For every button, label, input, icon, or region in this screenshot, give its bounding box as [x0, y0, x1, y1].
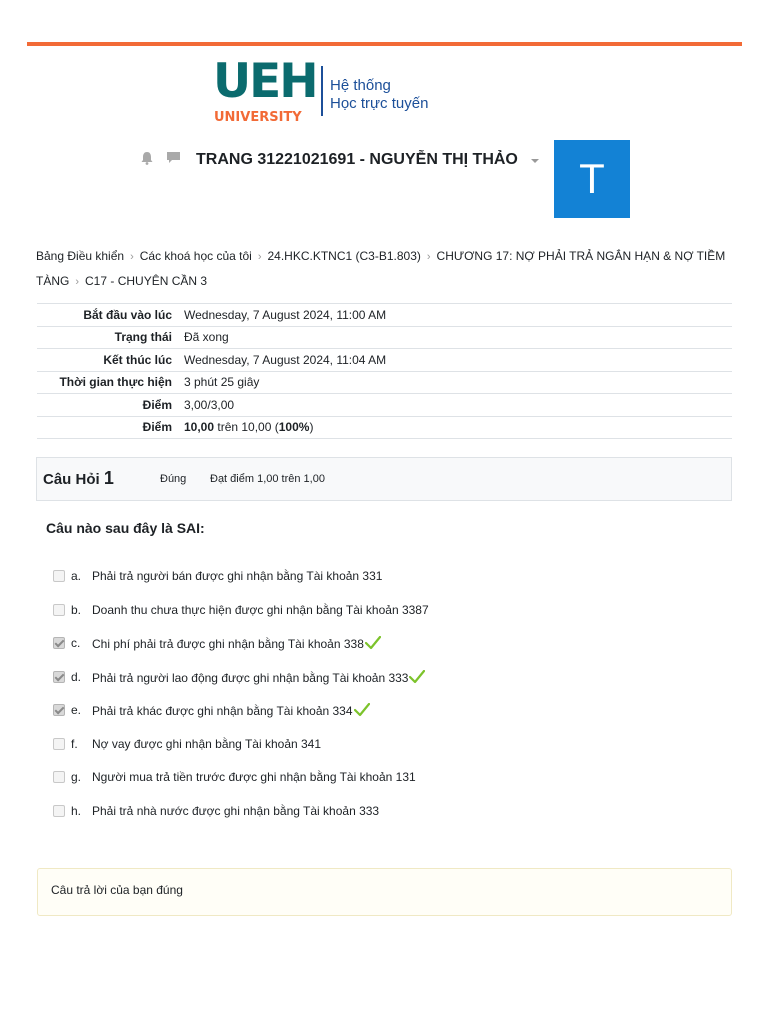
grade-out-of: trên 10,00 (: [214, 420, 279, 435]
breadcrumb-my-courses[interactable]: Các khoá học của tôi: [139, 249, 252, 263]
marks-value: 3,00/3,00: [184, 397, 235, 412]
grade-label: Điểm: [142, 420, 172, 435]
logo-line2: Học trực tuyến: [330, 95, 429, 112]
grade-value: [178, 416, 732, 439]
question-number: [43, 468, 114, 489]
answer-checkbox[interactable]: [53, 671, 65, 683]
answer-letter: d.: [71, 669, 82, 684]
answer-text-wrap: [92, 636, 381, 651]
correct-check-icon: [354, 703, 370, 717]
started-label: Bắt đầu vào lúc: [83, 307, 172, 322]
time-taken-label: Thời gian thực hiện: [59, 375, 172, 390]
time-taken-value: 3 phút 25 giây: [184, 375, 260, 390]
answer-text: Phải trả nhà nước được ghi nhận bằng Tài khoản 333: [92, 803, 380, 818]
marks-label: Điểm: [142, 397, 172, 412]
summary-row-state: [37, 326, 732, 349]
answer-text: Phải trả người lao động được ghi nhận bằng Tài khoản 333: [92, 670, 409, 685]
breadcrumb-dashboard[interactable]: Bảng Điều khiển: [36, 249, 125, 263]
answer-option[interactable]: [53, 600, 653, 634]
breadcrumb-quiz[interactable]: C17 - CHUYÊN CẦN 3: [85, 274, 208, 288]
chevron-right-icon: ›: [257, 251, 262, 263]
question-grade: Đạt điểm 1,00 trên 1,00: [210, 473, 325, 485]
answer-option[interactable]: [53, 700, 653, 734]
answer-text-wrap: [92, 804, 379, 818]
top-accent-bar: [27, 42, 742, 46]
answer-checkbox[interactable]: [53, 570, 65, 582]
answer-text-wrap: [92, 569, 382, 583]
correct-check-icon: [409, 670, 425, 684]
answer-text-wrap: [92, 703, 370, 718]
answer-checkbox[interactable]: [53, 738, 65, 750]
completed-label: Kết thúc lúc: [103, 352, 172, 367]
notification-bell-icon[interactable]: [140, 151, 154, 165]
answer-letter: c.: [71, 636, 81, 650]
logo-university-text: UNIVERSITY: [214, 110, 302, 125]
summary-row-completed: [37, 349, 732, 372]
answer-letter: g.: [71, 770, 82, 784]
breadcrumb: [36, 244, 736, 294]
breadcrumb-chapter[interactable]: CHƯƠNG 17: NỢ PHẢI TRẢ NGẮN HẠN & NỢ TIỀM TÀNG: [36, 249, 726, 288]
breadcrumb-course[interactable]: 24.HKC.KTNC1 (C3-B1.803): [267, 249, 421, 263]
answer-text: Nợ vay được ghi nhận bằng Tài khoản 341: [92, 736, 322, 751]
chevron-right-icon: ›: [75, 276, 80, 288]
answer-text-wrap: [92, 737, 321, 751]
messages-icon[interactable]: [166, 151, 181, 165]
grade-percent: 100%: [278, 420, 310, 435]
question-label: Câu Hỏi: [43, 471, 100, 488]
answer-checkbox[interactable]: [53, 704, 65, 716]
summary-row-started: [37, 304, 732, 327]
answer-text-wrap: [92, 770, 416, 784]
grade-score: 10,00: [184, 420, 215, 435]
answer-option[interactable]: [53, 767, 653, 801]
answer-option[interactable]: [53, 801, 653, 835]
feedback-box: [37, 868, 732, 916]
answer-letter: f.: [71, 736, 78, 751]
answer-option[interactable]: [53, 633, 653, 667]
answer-checkbox[interactable]: [53, 637, 65, 649]
summary-row-marks: [37, 394, 732, 417]
answer-text: Doanh thu chưa thực hiện được ghi nhận bằng Tài khoản 3387: [92, 602, 429, 617]
logo-divider: [321, 66, 323, 116]
answer-option[interactable]: [53, 566, 653, 600]
completed-value: Wednesday, 7 August 2024, 11:04 AM: [184, 352, 387, 367]
chevron-down-icon[interactable]: [531, 159, 539, 163]
answer-option[interactable]: [53, 667, 653, 701]
answer-options: [53, 566, 653, 834]
state-label: Trạng thái: [114, 330, 172, 345]
feedback-text: Câu trả lời của bạn đúng: [51, 883, 183, 897]
started-value: Wednesday, 7 August 2024, 11:00 AM: [184, 307, 387, 322]
grade-close: ): [309, 420, 314, 435]
answer-text: Phải trả người bán được ghi nhận bằng Tài khoản 331: [92, 569, 383, 583]
avatar[interactable]: T: [554, 140, 630, 218]
answer-letter: e.: [71, 703, 82, 717]
answer-letter: b.: [71, 602, 82, 617]
chevron-right-icon: ›: [130, 251, 134, 263]
answer-letter: h.: [71, 803, 82, 818]
answer-text-wrap: [92, 603, 429, 617]
answer-text: Phải trả khác được ghi nhận bằng Tài khoản 334: [92, 704, 353, 718]
logo-line1: Hệ thống: [330, 77, 391, 94]
chevron-right-icon: ›: [426, 251, 431, 263]
answer-option[interactable]: [53, 734, 653, 768]
state-value: Đã xong: [184, 330, 229, 345]
summary-row-time-taken: [37, 371, 732, 394]
answer-checkbox[interactable]: [53, 805, 65, 817]
user-menu-name[interactable]: TRANG 31221021691 - NGUYỄN THỊ THẢO: [196, 151, 518, 168]
answer-letter: a.: [71, 569, 82, 583]
answer-checkbox[interactable]: [53, 771, 65, 783]
answer-text: Chi phí phải trả được ghi nhận bằng Tài khoản 338: [92, 637, 364, 651]
correct-check-icon: [365, 636, 381, 650]
logo-ueh-text: UEH: [213, 54, 317, 109]
answer-checkbox[interactable]: [53, 604, 65, 616]
summary-row-grade: [37, 416, 732, 439]
question-info-box: [36, 457, 732, 501]
attempt-summary-table: [37, 303, 732, 439]
question-state: Đúng: [160, 473, 187, 485]
question-text: Câu nào sau đây là SAI:: [46, 520, 205, 536]
answer-text-wrap: [92, 670, 425, 685]
question-number-value: 1: [103, 468, 114, 488]
answer-text: Người mua trả tiền trước được ghi nhận bằng Tài khoản 131: [92, 770, 416, 784]
site-logo[interactable]: [213, 54, 443, 126]
